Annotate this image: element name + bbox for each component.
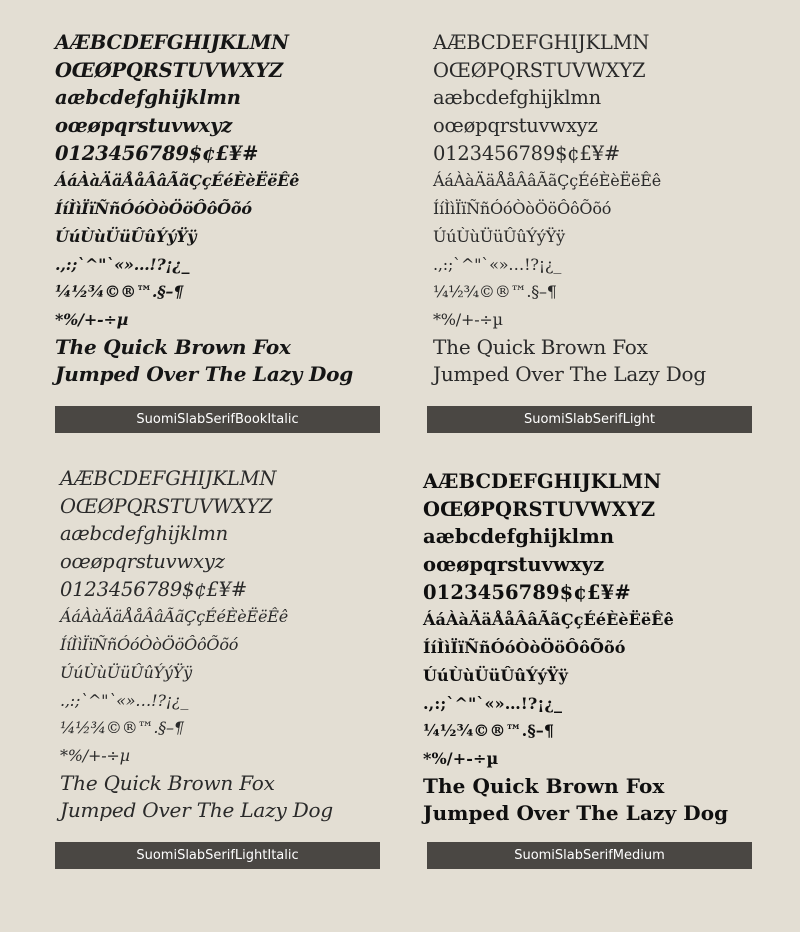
accented-line-1: ÁáÀàÄäÅåÂâÃãÇçÉéÈèËëÊê <box>55 171 300 191</box>
accented-line-3: ÚúÙùÜüÛûÝýŸÿ <box>433 226 565 246</box>
symbols-line: ¼½¾©®™.§–¶ <box>433 282 557 302</box>
sample-sentence-1: The Quick Brown Fox <box>55 334 291 359</box>
font-name-label-light: SuomiSlabSerifLight <box>427 406 752 433</box>
punctuation-line: .,:;`^"`«»…!?¡¿_ <box>423 693 563 713</box>
numerals-line: 0123456789$¢£¥# <box>423 580 631 604</box>
punctuation-line: .,:;`^"`«»…!?¡¿_ <box>60 690 189 710</box>
sample-sentence-1: The Quick Brown Fox <box>433 334 648 359</box>
accented-line-3: ÚúÙùÜüÛûÝýŸÿ <box>423 665 568 685</box>
accented-line-1: ÁáÀàÄäÅåÂâÃãÇçÉéÈèËëÊê <box>423 610 674 630</box>
accented-line-2: ÍíÌìÏïÑñÓóÒòÖöÔôÕõó <box>433 199 612 219</box>
lowercase-line-2: oœøpqrstuvwxyz <box>433 114 598 138</box>
uppercase-line-2: OŒØPQRSTUVWXYZ <box>433 58 646 82</box>
uppercase-line-2: OŒØPQRSTUVWXYZ <box>423 497 656 521</box>
glyph-lines <box>60 465 385 825</box>
accented-line-2: ÍíÌìÏïÑñÓóÒòÖöÔôÕõó <box>60 635 239 655</box>
numerals-line: 0123456789$¢£¥# <box>60 577 248 601</box>
lowercase-line-1: aæbcdefghijklmn <box>423 525 615 549</box>
glyph-lines <box>55 29 380 389</box>
accented-line-3: ÚúÙùÜüÛûÝýŸÿ <box>60 662 192 682</box>
accented-line-1: ÁáÀàÄäÅåÂâÃãÇçÉéÈèËëÊê <box>60 607 288 627</box>
math-line: *%/+-÷µ <box>423 748 499 768</box>
sample-sentence-2: Jumped Over The Lazy Dog <box>423 801 729 826</box>
math-line: *%/+-÷µ <box>60 745 130 765</box>
symbols-line: ¼½¾©®™.§–¶ <box>423 721 555 741</box>
lowercase-line-1: aæbcdefghijklmn <box>55 86 241 110</box>
sample-sentence-2: Jumped Over The Lazy Dog <box>433 362 707 387</box>
lowercase-line-1: aæbcdefghijklmn <box>433 86 602 110</box>
sample-sentence-1: The Quick Brown Fox <box>60 770 275 795</box>
glyph-lines <box>423 468 748 828</box>
specimen-book-italic <box>55 29 380 389</box>
accented-line-1: ÁáÀàÄäÅåÂâÃãÇçÉéÈèËëÊê <box>433 171 661 191</box>
punctuation-line: .,:;`^"`«»…!?¡¿_ <box>433 254 562 274</box>
font-name-label-light-italic: SuomiSlabSerifLightItalic <box>55 842 380 869</box>
uppercase-line-2: OŒØPQRSTUVWXYZ <box>55 58 283 82</box>
font-name-label-book-italic: SuomiSlabSerifBookItalic <box>55 406 380 433</box>
glyph-lines <box>433 29 758 389</box>
font-name-label-medium: SuomiSlabSerifMedium <box>427 842 752 869</box>
symbols-line: ¼½¾©®™.§–¶ <box>60 718 184 738</box>
uppercase-line-1: AÆBCDEFGHIJKLMN <box>433 31 650 54</box>
math-line: *%/+-÷µ <box>433 309 503 329</box>
numerals-line: 0123456789$¢£¥# <box>433 141 621 165</box>
lowercase-line-1: aæbcdefghijklmn <box>60 522 229 546</box>
uppercase-line-1: AÆBCDEFGHIJKLMN <box>55 31 289 54</box>
uppercase-line-1: AÆBCDEFGHIJKLMN <box>60 467 277 490</box>
accented-line-2: ÍíÌìÏïÑñÓóÒòÖöÔôÕõó <box>55 199 252 219</box>
sample-sentence-2: Jumped Over The Lazy Dog <box>60 798 334 823</box>
specimen-light <box>433 29 758 389</box>
sample-sentence-2: Jumped Over The Lazy Dog <box>55 362 354 387</box>
accented-line-3: ÚúÙùÜüÛûÝýŸÿ <box>55 226 197 246</box>
sample-sentence-1: The Quick Brown Fox <box>423 773 665 798</box>
symbols-line: ¼½¾©®™.§–¶ <box>55 282 184 302</box>
specimen-medium <box>423 468 748 828</box>
uppercase-line-1: AÆBCDEFGHIJKLMN <box>423 470 662 493</box>
punctuation-line: .,:;`^"`«»…!?¡¿_ <box>55 254 190 274</box>
uppercase-line-2: OŒØPQRSTUVWXYZ <box>60 494 273 518</box>
numerals-line: 0123456789$¢£¥# <box>55 141 259 165</box>
lowercase-line-2: oœøpqrstuvwxyz <box>423 553 605 577</box>
accented-line-2: ÍíÌìÏïÑñÓóÒòÖöÔôÕõó <box>423 638 626 658</box>
specimen-light-italic <box>60 465 385 825</box>
math-line: *%/+-÷µ <box>55 309 129 329</box>
lowercase-line-2: oœøpqrstuvwxyz <box>60 550 225 574</box>
lowercase-line-2: oœøpqrstuvwxyz <box>55 114 233 138</box>
